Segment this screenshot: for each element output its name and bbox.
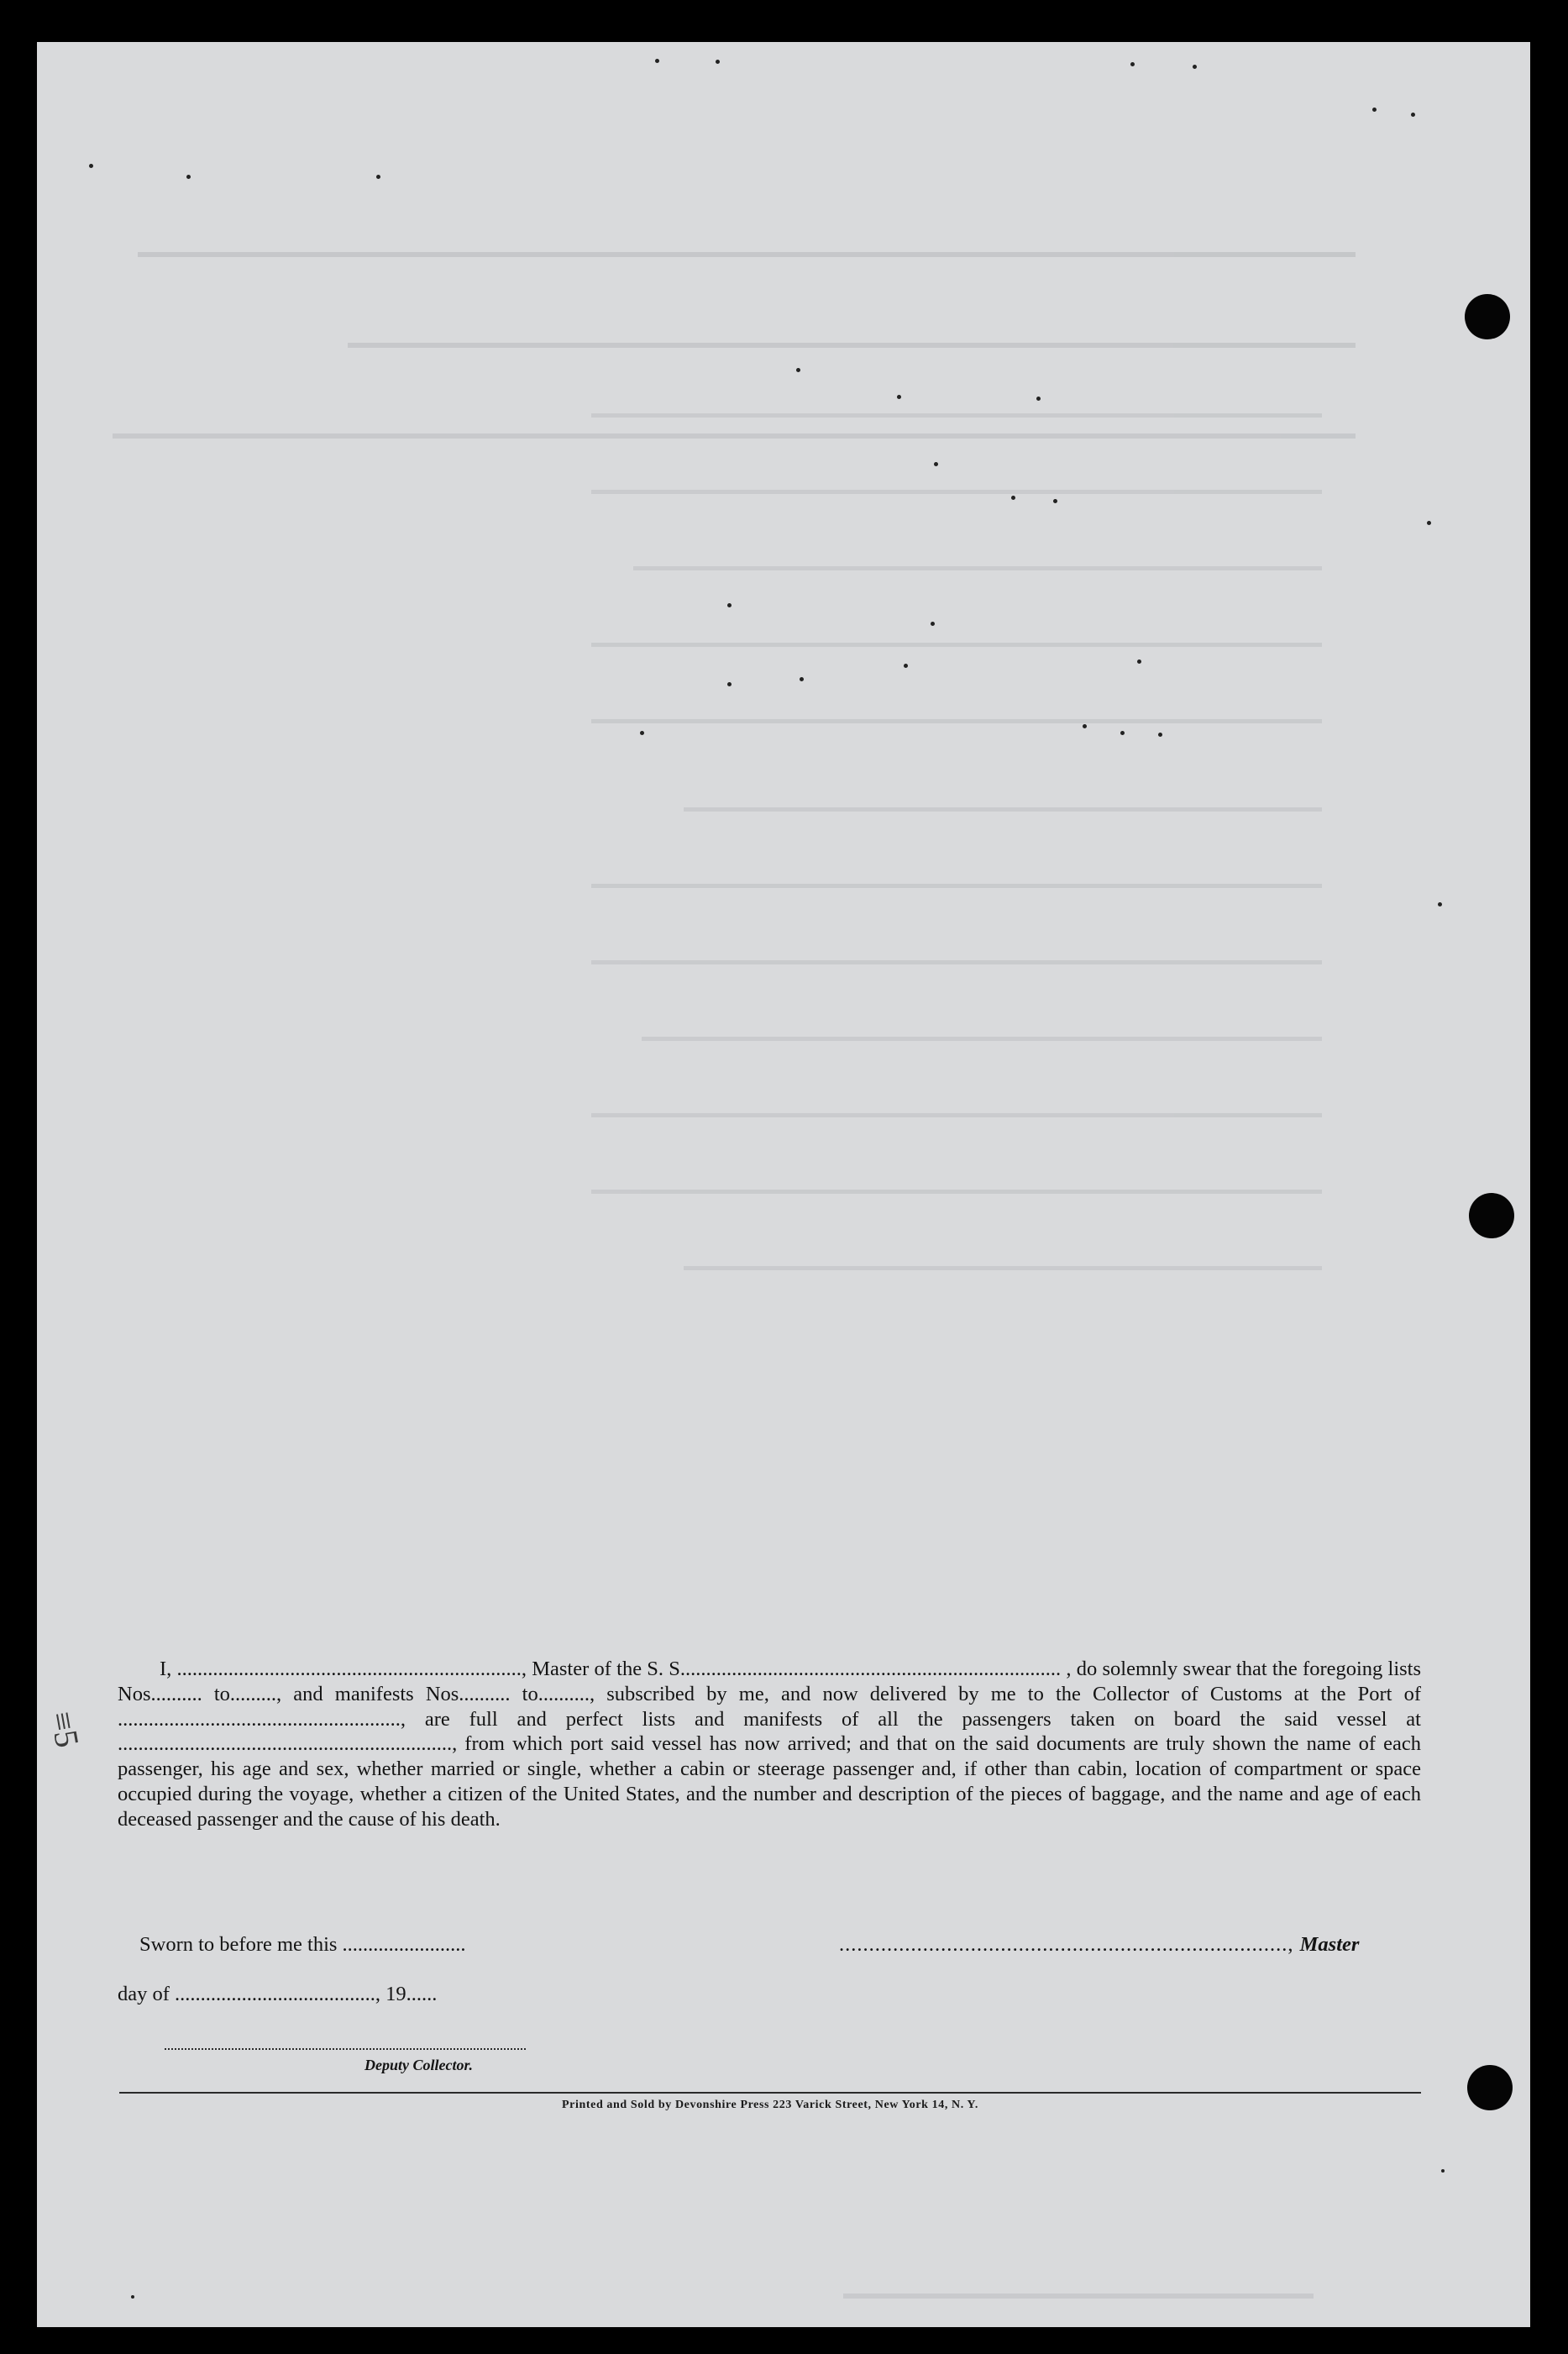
deputy-signature-line (165, 2048, 526, 2050)
speck-mark (1411, 113, 1415, 117)
master-signature-line (839, 1933, 1359, 1957)
oath-text (118, 1657, 1421, 1832)
sworn-line: Sworn to before me this ........................ (139, 1933, 466, 1956)
document-page (37, 42, 1530, 2327)
speck-mark (1372, 108, 1377, 112)
bleed-through-footer (843, 2243, 1314, 2327)
speck-mark (1130, 62, 1135, 66)
punch-hole-bottom (1467, 2065, 1513, 2110)
speck-mark (655, 59, 659, 63)
day-line: day of ......................................., 19...... (118, 1983, 438, 2005)
printer-imprint: Printed and Sold by Devonshire Press 223 Varick Street, New York 14, N. Y. (562, 2099, 978, 2111)
speck-mark (1441, 2169, 1445, 2173)
punch-hole-middle (1469, 1193, 1514, 1238)
bleed-through-table (591, 355, 1322, 1321)
master-signature-blank: ..........................................................................., (839, 1933, 1300, 1956)
speck-mark (131, 2295, 134, 2299)
speck-mark (89, 164, 93, 168)
speck-mark (1427, 521, 1431, 525)
speck-mark (1438, 902, 1442, 906)
speck-mark (1193, 65, 1197, 69)
oath-paragraph: I, ..................................................................., Master of the S. S.......................................................................... , do solemnly swear that the foregoing lists Nos.......... to........., and manifests Nos.......... to.........., subscribed by me, and now delivered by me to the Collector of Customs at the Port of ......................................................., are full and perfect lists and manifests of all the passengers taken on board the said vessel at ................................................................., from which port said vessel has now arrived; and that on the said documents are truly shown the name of each passenger, his age and sex, whether married or single, whether a cabin or steerage passenger and, if other than cabin, location of compartment or space occupied during the voyage, whether a citizen of the United States, and the number and description of the pieces of baggage, and the name and age of each deceased passenger and the cause of his death. (118, 1658, 1421, 1831)
speck-mark (716, 60, 720, 64)
margin-pencil-mark: ≡5 (43, 1708, 87, 1751)
master-label: Master (1299, 1933, 1360, 1956)
punch-hole-top (1465, 294, 1510, 339)
footer-rule (119, 2092, 1421, 2094)
deputy-collector-label: Deputy Collector. (364, 2057, 473, 2073)
